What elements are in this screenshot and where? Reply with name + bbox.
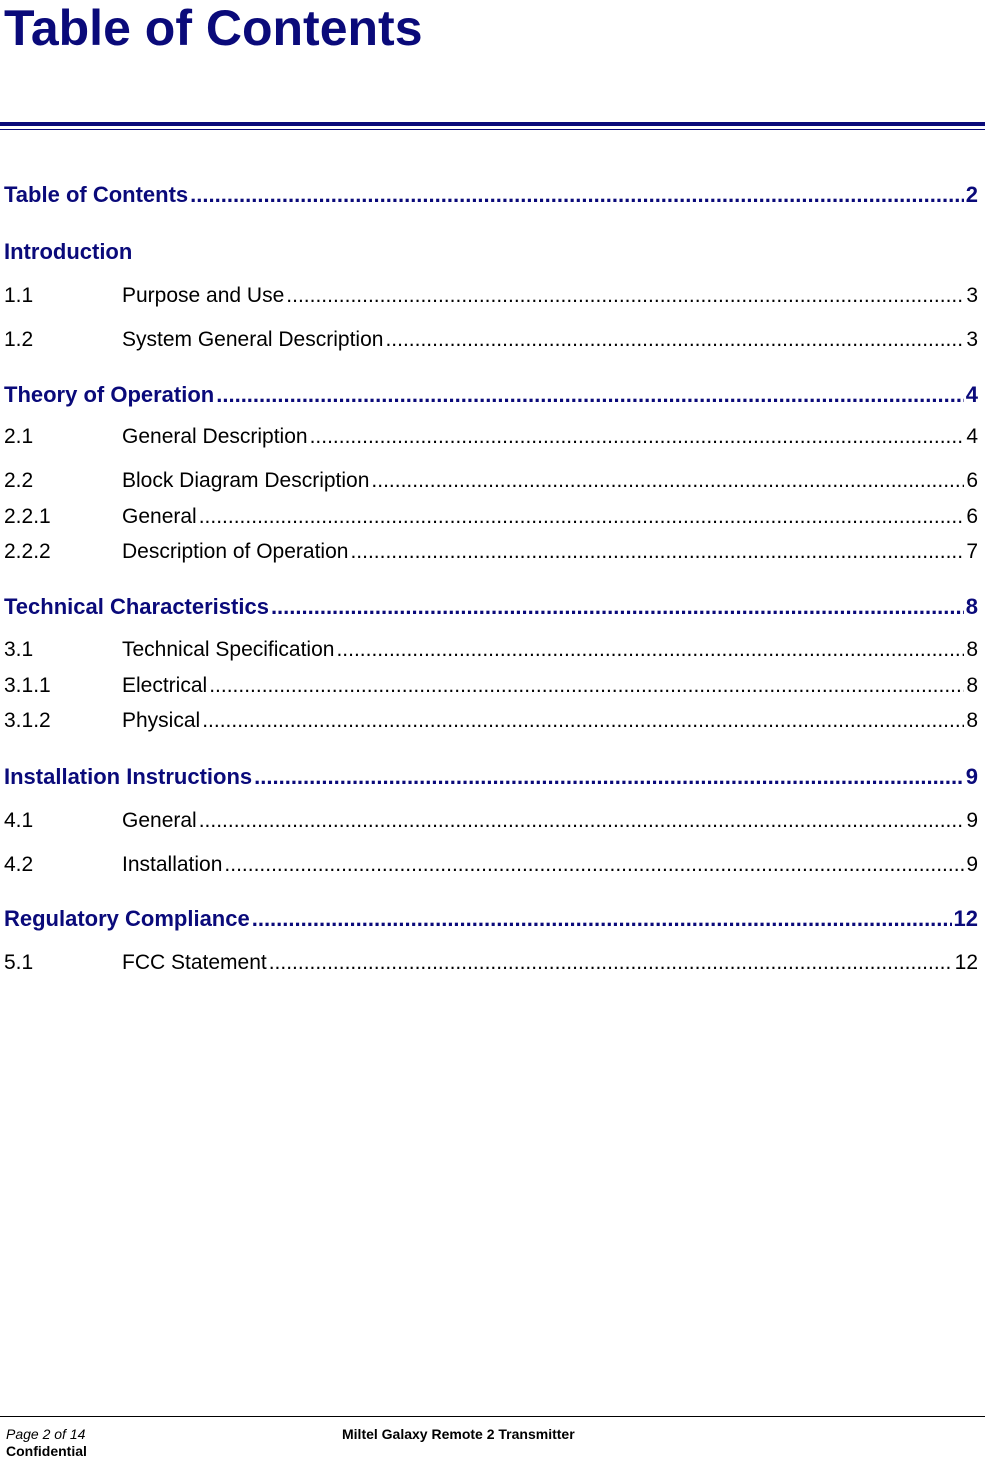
toc-dot-leader [224, 853, 964, 877]
toc-entry-page: 9 [966, 809, 978, 832]
toc-entry[interactable] [4, 540, 978, 564]
toc-entry-page: 4 [965, 382, 978, 407]
toc-heading-entry[interactable] [4, 239, 978, 265]
toc-entry[interactable] [4, 425, 978, 449]
toc-dot-leader [385, 328, 964, 352]
toc-entry-number: 3.1 [4, 638, 34, 661]
toc-entry-label: General [122, 809, 197, 832]
toc-entry-page: 8 [966, 638, 978, 661]
toc-entry-label: FCC Statement [122, 951, 267, 974]
toc-entry-label: Physical [122, 709, 201, 732]
toc-entry[interactable] [4, 709, 978, 733]
toc-dot-leader [371, 469, 964, 493]
toc-entry-page: 12 [953, 906, 978, 931]
toc-entry[interactable] [4, 469, 978, 493]
footer-classification: Confidential [6, 1443, 87, 1459]
toc-dot-leader [199, 505, 965, 529]
toc-entry[interactable] [4, 505, 978, 529]
toc-entry-label: Theory of Operation [4, 382, 215, 407]
toc-entry-page: 6 [966, 469, 978, 492]
toc-entry[interactable] [4, 284, 978, 308]
toc-entry-page: 8 [966, 709, 978, 732]
toc-dot-leader [216, 382, 964, 408]
toc-entry-page: 12 [954, 951, 978, 974]
toc-entry-page: 8 [966, 674, 978, 697]
toc-entry-label: Regulatory Compliance [4, 906, 250, 931]
toc-dot-leader [286, 284, 964, 308]
toc-entry-number: 2.2.2 [4, 540, 51, 563]
toc-entry-number: 3.1.2 [4, 709, 51, 732]
toc-entry-number: 1.1 [4, 284, 34, 307]
toc-entry-number: 2.2 [4, 469, 34, 492]
page-title: Table of Contents [4, 0, 423, 56]
toc-entry[interactable] [4, 809, 978, 833]
toc-entry[interactable] [4, 951, 978, 975]
toc-entry-label: Installation Instructions [4, 764, 253, 789]
toc-entry-label: Technical Characteristics [4, 594, 269, 619]
toc-heading-entry[interactable] [4, 594, 978, 620]
toc-dot-leader [190, 182, 964, 208]
footer-page-number: Page 2 of 14 [6, 1426, 86, 1442]
footer-rule [0, 1416, 985, 1417]
toc-entry-label: Installation [122, 853, 223, 876]
toc-dot-leader [310, 425, 965, 449]
toc-entry-number: 2.2.1 [4, 505, 51, 528]
toc-entry-label: Description of Operation [122, 540, 349, 563]
toc-entry-label: Purpose and Use [122, 284, 285, 307]
toc-heading-entry[interactable] [4, 906, 978, 932]
toc-entry[interactable] [4, 328, 978, 352]
toc-entry-number: 2.1 [4, 425, 34, 448]
toc-heading-entry[interactable] [4, 764, 978, 790]
toc-dot-leader [269, 951, 953, 975]
toc-entry-number: 5.1 [4, 951, 34, 974]
toc-entry[interactable] [4, 853, 978, 877]
toc-entry-label: Electrical [122, 674, 208, 697]
toc-entry-page: 9 [966, 853, 978, 876]
toc-entry-page: 4 [966, 425, 978, 448]
toc-entry-label: Introduction [4, 239, 133, 264]
toc-entry-page: 3 [966, 284, 978, 307]
toc-entry-label: Table of Contents [4, 182, 189, 207]
toc-entry-number: 4.1 [4, 809, 34, 832]
toc-entry-page: 7 [966, 540, 978, 563]
title-rule-thin [0, 129, 985, 130]
toc-entry[interactable] [4, 674, 978, 698]
toc-dot-leader [202, 709, 964, 733]
toc-entry-page: 6 [966, 505, 978, 528]
toc-entry[interactable] [4, 638, 978, 662]
toc-entry-label: Technical Specification [122, 638, 335, 661]
toc-entry-page: 3 [966, 328, 978, 351]
toc-entry-page: 8 [965, 594, 978, 619]
toc-entry-page: 2 [965, 182, 978, 207]
toc-dot-leader [336, 638, 964, 662]
toc-dot-leader [252, 906, 952, 932]
title-rule [0, 122, 985, 126]
toc-entry-label: Block Diagram Description [122, 469, 370, 492]
toc-dot-leader [271, 594, 964, 620]
toc-dot-leader [254, 764, 964, 790]
toc-entry-page: 9 [965, 764, 978, 789]
toc-entry-number: 3.1.1 [4, 674, 51, 697]
toc-dot-leader [350, 540, 964, 564]
toc-dot-leader [209, 674, 964, 698]
toc-entry-label: General Description [122, 425, 308, 448]
toc-entry-number: 1.2 [4, 328, 34, 351]
toc-dot-leader [199, 809, 965, 833]
footer-document-title: Miltel Galaxy Remote 2 Transmitter [342, 1426, 575, 1442]
toc-heading-entry[interactable] [4, 182, 978, 208]
toc-entry-number: 4.2 [4, 853, 34, 876]
toc-entry-label: General [122, 505, 197, 528]
toc-heading-entry[interactable] [4, 382, 978, 408]
toc-entry-label: System General Description [122, 328, 384, 351]
